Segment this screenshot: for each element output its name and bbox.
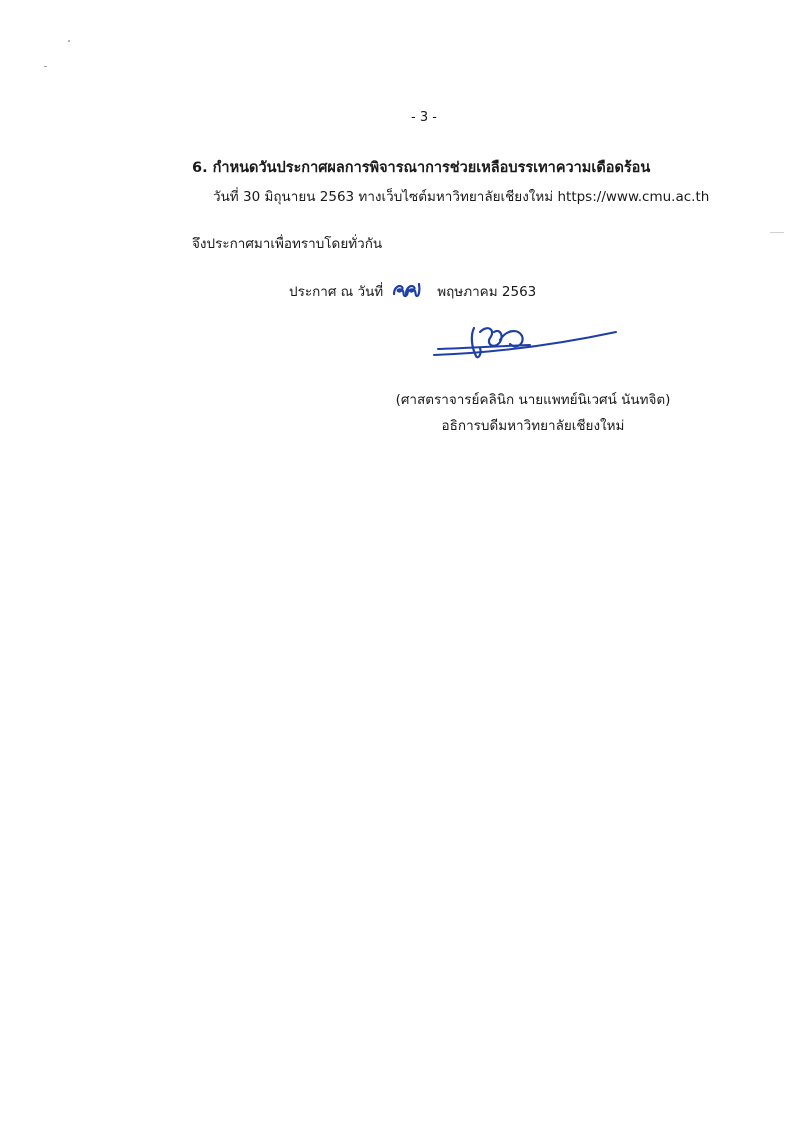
section-heading: 6. กำหนดวันประกาศผลการพิจารณาการช่วยเหลือบรรเทาความเดือดร้อน (192, 160, 651, 176)
signature (430, 318, 620, 368)
scan-speck (68, 40, 70, 42)
handwritten-day-number (391, 278, 423, 300)
scan-speck (770, 232, 784, 233)
page-number: - 3 - (411, 110, 437, 125)
scan-speck (44, 66, 47, 67)
signer-name: (ศาสตราจารย์คลินิก นายแพทย์นิเวศน์ นันทจิต) (395, 392, 671, 408)
section-body: วันที่ 30 มิถุนายน 2563 ทางเว็บไซต์มหาวิทยาลัยเชียงใหม่ https://www.cmu.ac.th (213, 189, 710, 205)
signer-title: อธิการบดีมหาวิทยาลัยเชียงใหม่ (441, 418, 625, 434)
date-month-year: พฤษภาคม 2563 (437, 284, 537, 300)
date-prefix: ประกาศ ณ วันที่ (289, 284, 384, 300)
closing-statement: จึงประกาศมาเพื่อทราบโดยทั่วกัน (192, 236, 383, 252)
announcement-date (289, 278, 536, 302)
